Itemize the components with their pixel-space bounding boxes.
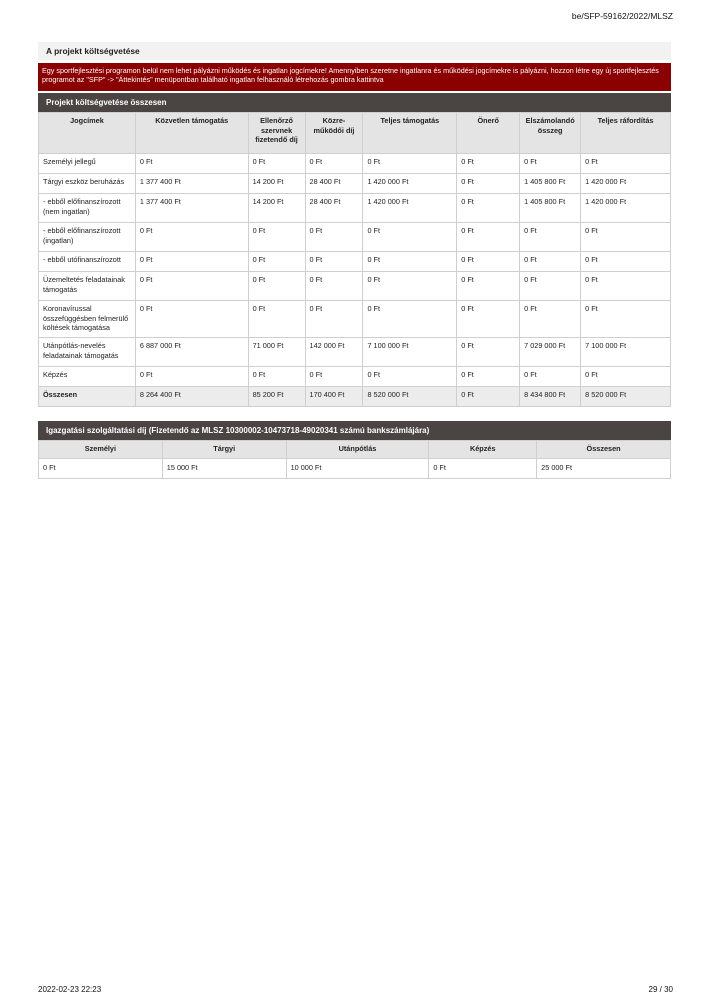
column-header: Jogcímek — [39, 113, 136, 154]
table-cell: 8 520 000 Ft — [363, 387, 457, 407]
row-label: Személyi jellegű — [39, 154, 136, 174]
table-cell: 0 Ft — [135, 252, 248, 272]
table-cell: 0 Ft — [305, 252, 363, 272]
table-cell: 7 100 000 Ft — [363, 338, 457, 367]
table-cell: 0 Ft — [457, 272, 520, 301]
table-row — [39, 459, 671, 479]
table-cell: 0 Ft — [305, 223, 363, 252]
table-cell: 0 Ft — [581, 252, 671, 272]
table-cell: 0 Ft — [248, 272, 305, 301]
table-row — [39, 194, 671, 223]
warning-banner: Egy sportfejlesztési programon belül nem lehet pályázni működés és ingatlan jogcímekre! Amennyiben szeretne ingatlanra és működési jogcímekre is pályázni, hozzon létre egy új sportfejlesztés programot az "SFP" -> "Áttekintés" menüpontban található ingatlan felhasználó létrehozás gombra kattintva — [38, 63, 671, 91]
page-number: 29 / 30 — [648, 985, 673, 994]
table-cell: 8 434 800 Ft — [520, 387, 581, 407]
table-cell: 0 Ft — [363, 367, 457, 387]
fee-table-title: Igazgatási szolgáltatási díj (Fizetendő az MLSZ 10300002-10473718-49020341 számú bankszámlájára) — [38, 421, 671, 440]
table-row — [39, 367, 671, 387]
table-cell: 0 Ft — [457, 252, 520, 272]
table-cell: 0 Ft — [135, 367, 248, 387]
table-cell: 15 000 Ft — [162, 459, 286, 479]
row-label: Utánpótlás-nevelés feladatainak támogatás — [39, 338, 136, 367]
table-cell: 0 Ft — [520, 272, 581, 301]
table-cell: 85 200 Ft — [248, 387, 305, 407]
table-cell: 0 Ft — [520, 367, 581, 387]
table-cell: 1 377 400 Ft — [135, 174, 248, 194]
row-label: - ebből utófinanszírozott — [39, 252, 136, 272]
fee-header-row — [39, 441, 671, 459]
table-cell: 7 029 000 Ft — [520, 338, 581, 367]
footer-date: 2022-02-23 22:23 — [38, 985, 102, 994]
table-cell: 0 Ft — [581, 367, 671, 387]
table-cell: 0 Ft — [305, 154, 363, 174]
table-cell: 0 Ft — [457, 194, 520, 223]
table-cell: 0 Ft — [581, 272, 671, 301]
table-cell: 0 Ft — [457, 338, 520, 367]
column-header: Közvetlen támogatás — [135, 113, 248, 154]
table-cell: 1 405 800 Ft — [520, 174, 581, 194]
table-cell: 8 520 000 Ft — [581, 387, 671, 407]
table-row — [39, 272, 671, 301]
table-cell: 25 000 Ft — [537, 459, 671, 479]
table-cell: 0 Ft — [248, 367, 305, 387]
column-header: Ellenőrző szervnek fizetendő díj — [248, 113, 305, 154]
table-cell: 0 Ft — [248, 154, 305, 174]
table-cell: 10 000 Ft — [286, 459, 429, 479]
budget-header-row — [39, 113, 671, 154]
table-cell: 0 Ft — [135, 223, 248, 252]
table-cell: 1 420 000 Ft — [363, 194, 457, 223]
table-cell: 0 Ft — [581, 154, 671, 174]
fee-table — [38, 440, 671, 479]
table-cell: 0 Ft — [457, 223, 520, 252]
table-cell: 0 Ft — [520, 301, 581, 338]
table-row — [39, 154, 671, 174]
row-label: Koronavírussal összefüggésben felmerülő költések támogatása — [39, 301, 136, 338]
table-cell: 0 Ft — [581, 301, 671, 338]
table-cell: 0 Ft — [248, 223, 305, 252]
table-cell: 28 400 Ft — [305, 194, 363, 223]
column-header: Önerő — [457, 113, 520, 154]
table-row — [39, 174, 671, 194]
table-cell: 14 200 Ft — [248, 174, 305, 194]
table-cell: 0 Ft — [457, 387, 520, 407]
budget-table — [38, 112, 671, 407]
table-cell: 0 Ft — [248, 301, 305, 338]
table-cell: 0 Ft — [305, 367, 363, 387]
column-header: Teljes ráfordítás — [581, 113, 671, 154]
table-cell: 0 Ft — [520, 223, 581, 252]
row-label: Képzés — [39, 367, 136, 387]
table-row — [39, 252, 671, 272]
column-header: Képzés — [429, 441, 537, 459]
total-row — [39, 387, 671, 407]
budget-table-title: Projekt költségvetése összesen — [38, 93, 671, 112]
table-cell: 0 Ft — [135, 272, 248, 301]
table-cell: 0 Ft — [457, 174, 520, 194]
table-cell: 8 264 400 Ft — [135, 387, 248, 407]
table-cell: 0 Ft — [363, 154, 457, 174]
table-cell: 71 000 Ft — [248, 338, 305, 367]
table-cell: 14 200 Ft — [248, 194, 305, 223]
table-row — [39, 301, 671, 338]
column-header: Tárgyi — [162, 441, 286, 459]
document-id: be/SFP-59162/2022/MLSZ — [571, 11, 673, 21]
table-row — [39, 338, 671, 367]
table-cell: 0 Ft — [457, 367, 520, 387]
column-header: Teljes támogatás — [363, 113, 457, 154]
row-label: Üzemeltetés feladatainak támogatás — [39, 272, 136, 301]
column-header: Összesen — [537, 441, 671, 459]
table-cell: 28 400 Ft — [305, 174, 363, 194]
table-cell: 1 377 400 Ft — [135, 194, 248, 223]
column-header: Utánpótlás — [286, 441, 429, 459]
table-cell: 0 Ft — [520, 252, 581, 272]
table-cell: 0 Ft — [457, 154, 520, 174]
table-cell: 0 Ft — [363, 301, 457, 338]
row-label: Összesen — [39, 387, 136, 407]
table-cell: 0 Ft — [135, 301, 248, 338]
table-cell: 0 Ft — [305, 301, 363, 338]
table-cell: 0 Ft — [520, 154, 581, 174]
section-title: A projekt költségvetése — [38, 42, 671, 60]
table-row — [39, 223, 671, 252]
row-label: - ebből előfinanszírozott (nem ingatlan) — [39, 194, 136, 223]
table-cell: 0 Ft — [363, 252, 457, 272]
table-cell: 1 420 000 Ft — [581, 194, 671, 223]
column-header: Elszámolandó összeg — [520, 113, 581, 154]
table-cell: 0 Ft — [363, 272, 457, 301]
column-header: Személyi — [39, 441, 163, 459]
table-cell: 7 100 000 Ft — [581, 338, 671, 367]
table-cell: 1 420 000 Ft — [581, 174, 671, 194]
table-cell: 0 Ft — [39, 459, 163, 479]
table-cell: 1 405 800 Ft — [520, 194, 581, 223]
table-cell: 0 Ft — [457, 301, 520, 338]
table-cell: 6 887 000 Ft — [135, 338, 248, 367]
table-cell: 0 Ft — [429, 459, 537, 479]
column-header: Közre-működői díj — [305, 113, 363, 154]
row-label: Tárgyi eszköz beruházás — [39, 174, 136, 194]
table-cell: 1 420 000 Ft — [363, 174, 457, 194]
table-cell: 170 400 Ft — [305, 387, 363, 407]
table-cell: 0 Ft — [363, 223, 457, 252]
table-cell: 142 000 Ft — [305, 338, 363, 367]
table-cell: 0 Ft — [305, 272, 363, 301]
table-cell: 0 Ft — [135, 154, 248, 174]
table-cell: 0 Ft — [581, 223, 671, 252]
row-label: - ebből előfinanszírozott (ingatlan) — [39, 223, 136, 252]
table-cell: 0 Ft — [248, 252, 305, 272]
